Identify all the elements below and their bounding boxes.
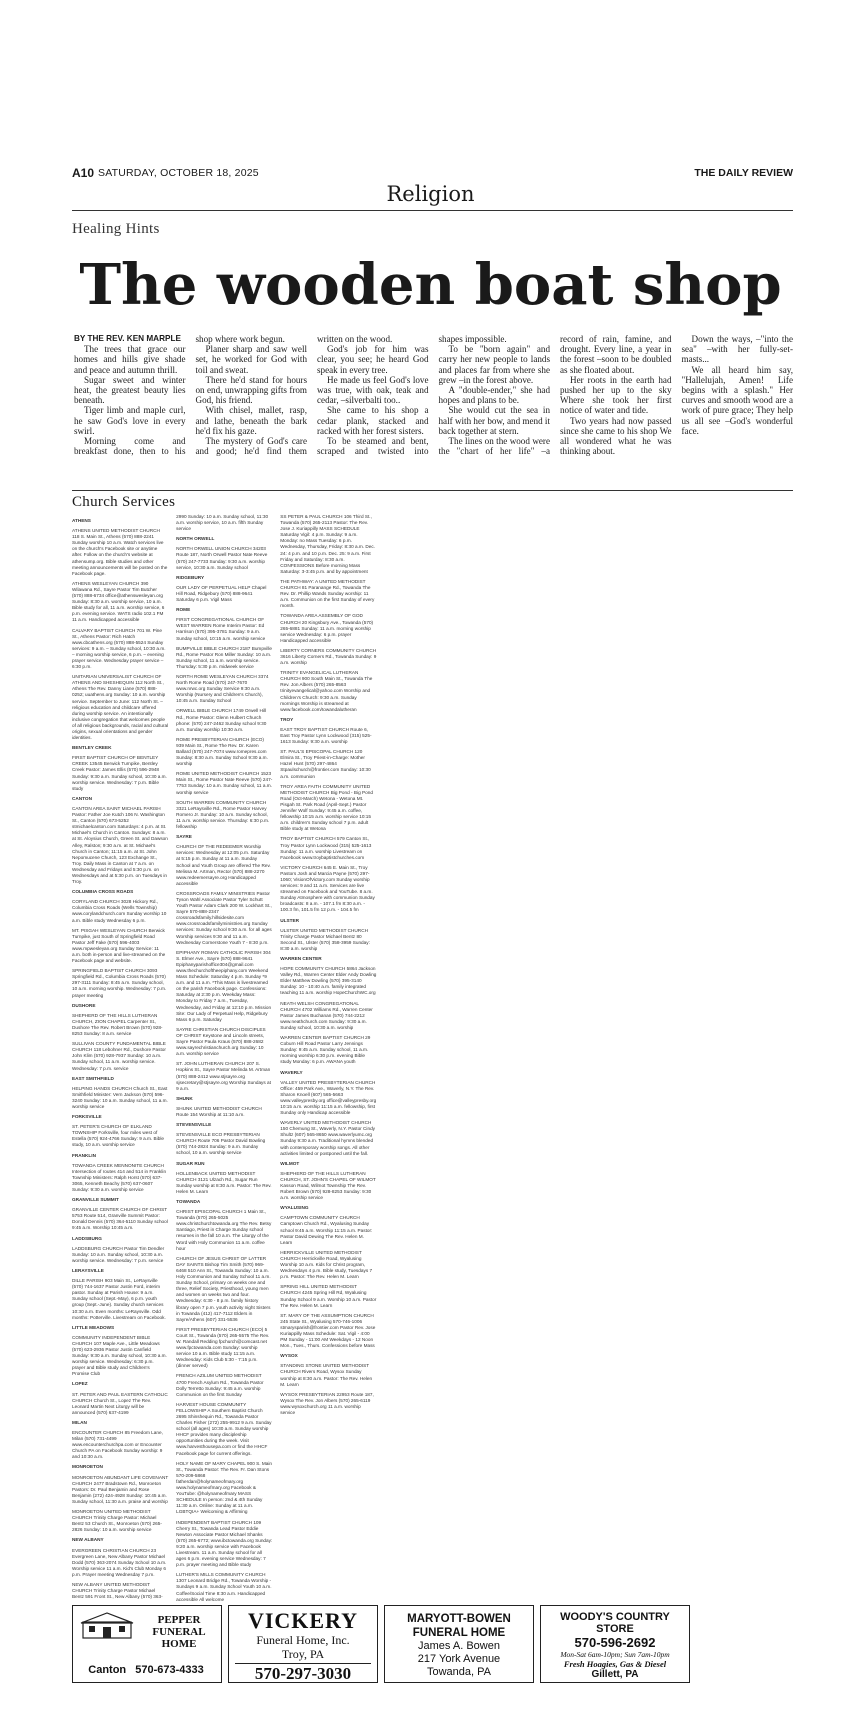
church-listing: CHURCH OF JESUS CHRIST OF LATTER DAY SAINTS Bishop Tim Smith (570) 969-6468 510 Ann St., Towanda Sunday: 10 a.m. Holy Communion and Sunday School 11 a.m. Sunday School, primary on weeks one and three, Relief Society, Priesthood, young men and women on weeks two and four. Wednesday: 6:30 - 8 p.m. family history library open 7 p.m. youth activity night Sisters in Towanda (412) 417-7112 Elders in Sayre/Athens (607) 331-5536 [176, 1255, 271, 1322]
listing-town-heading: LOPEZ [72, 1381, 88, 1387]
listing-town-heading: WILMOT [280, 1160, 300, 1166]
church-listing: ST. PETER AND PAUL EASTERN CATHOLIC CHURCH Church St., Lopez The Rev. Leonard Martin Next Liturgy will be announced (570) 637-4199 [72, 1391, 168, 1415]
church-listing: LADDSBURG CHURCH Pastor Tim Dendler Sunday: 10 a.m. Sunday school, 10:30 a.m. worship service. Wednesday: 7 p.m. service [72, 1245, 165, 1263]
church-listing: BUMPVILLE BIBLE CHURCH 2187 Bumpville Rd., Rome Pastor Ron Miller Sunday: 10 a.m. Sunday school, 11 a.m. worship service. Thursday: 5:30 p.m. midweek service [176, 645, 273, 669]
church-listing: SPRING HILL UNITED METHODIST CHURCH 4245 Spring Hill Rd, Wyalusing Sunday School 9 a.m. Worship 10 a.m. Pastor The Rev. Helen M. Learn [280, 1284, 377, 1308]
listing-town-heading: SUGAR RUN [176, 1160, 205, 1166]
church-listing: SS PETER & PAUL CHURCH 106 Third St., Towanda (570) 265-2113 Pastor: The Rev. Jose J. Kuriappilly MASS SCHEDULE Saturday Vigil: 4 p.m. Sunday: 9 a.m. Monday: no Mass Tuesday: 6 p.m. Wednesday, Thursday, Friday: 8:30 a.m. Dec. 24: 4 p.m. and 10 p.m. Dec. 25: 9 a.m. First Friday and Saturday: 8:30 a.m. CONFESSIONS Before morning Mass Saturday: 3-3:45 p.m. and by appointment [280, 514, 376, 574]
article-paragraph: With chisel, mallet, rasp, and lathe, beneath the bark he'd fix his gaze. [195, 405, 307, 436]
church-listing: WYSOX PRESBYTERIAN 22953 Route 187, Wysox The Rev. Jon Albers (570) 265-6119 www.wysoxchurch.org 11 a.m. worship service [280, 1391, 374, 1415]
church-listing: COMMUNITY INDEPENDENT BIBLE CHURCH 107 Maple Ave., Little Meadows (570) 623-2936 Pastor Justin Canfield Sunday: 9:30 a.m. Sunday school, 10:30 a.m. worship service. Wednesday: 6:30 p.m. prayer and Bible study and Children's Promise Club [72, 1334, 167, 1377]
column-kicker: Healing Hints [72, 221, 160, 237]
listing-town-heading: LITTLE MEADOWS [72, 1324, 115, 1330]
listing-town-heading: MILAN [72, 1419, 87, 1425]
ad-pepper-phone: 570-673-4333 [135, 1664, 204, 1676]
ad-maryott-location: Towanda, PA [426, 1666, 491, 1678]
listing-town-heading: GRANVILLE SUMMIT [72, 1197, 119, 1203]
listing-town-heading: COLUMBIA CROSS ROADS [72, 889, 134, 895]
listing-town-heading: WYSOX [280, 1353, 298, 1359]
article-paragraph: A "double-ender," she had hopes and plans to be. [438, 385, 550, 406]
church-listing: GRANVILLE CENTER CHURCH OF CHRIST 5753 Route 514, Granville Summit Pastor: Donald Dennis (570) 364-5110 Sunday school 9:45 a.m. Worship 10:45 a.m. [72, 1207, 168, 1231]
ad-woodys-hours: Mon-Sat 6am-10pm; Sun 7am-10pm [560, 1650, 670, 1659]
church-listing: INDEPENDENT BAPTIST CHURCH 109 Cherry St., Towanda Lead Pastor Eddie Newton Associate Pastor Michael Shanks (570) 265-6772; www.ibctowanda.org Sunday: 9:20 a.m. worship service with Facebook Livestream. 11 a.m. Sunday school for all ages 6 p.m. evening service Wednesday: 7 p.m. prayer meeting and Bible study [176, 1519, 273, 1568]
ad-vickery-location: Troy, PA [281, 1647, 325, 1661]
newspaper-name: THE DAILY REVIEW [694, 167, 793, 179]
article-paragraph: To be steamed and bent, scraped and twisted into shapes impossible. [317, 334, 507, 457]
church-services-title: Church Services [72, 494, 176, 510]
listing-town-heading: TROY [280, 716, 294, 722]
church-listing: ENCOUNTER CHURCH 85 Freedom Lane, Milan (570) 731-4499 www.encounterchurchpa.com or Encounter Church PA on Facebook Sunday worship: 9 and 10:30 a.m. [72, 1430, 163, 1460]
church-listing: OUR LADY OF PERPETUAL HELP Chapel Hill Road, Ridgebury (570) 888-9641 Saturday 6 p.m. Vigil Mass [176, 584, 267, 603]
church-listing: ST. PETER'S CHURCH OF ELKLAND TOWNSHIP Forksville, four miles west of Estella (570) 924-4766 Sunday: 9 a.m. Bible study, 10 a.m. worship service [72, 1124, 164, 1148]
article-paragraph: Planer sharp and saw well set, he worked for God with toil and sweat. [195, 344, 307, 375]
listing-town-heading: MONROETON [72, 1464, 103, 1470]
ad-woodys-tagline: Fresh Hoagies, Gas & Diesel [563, 1659, 667, 1669]
ad-pepper-funeral-home [72, 1605, 222, 1683]
church-listing: SHEPHERD OF THE HILLS LUTHERAN CHURCH, ST. JOHN'S CHAPEL OF WILMOT Kasson Road, Wilmot Township The Rev. Robert Brown (570) 928-8253 Sunday: 9:30 a.m. worship service [280, 1170, 376, 1201]
ad-maryott-name: MARYOTT-BOWEN FUNERAL HOME [407, 1613, 511, 1639]
ad-vickery-phone: 570-297-3030 [235, 1663, 371, 1683]
church-listing: ST. PAUL'S EPISCOPAL CHURCH 120 Elmira St., Troy Priest-in-Charge: Mother Hazel Hunt (570) 297-4864 Stpaulschurch@frontier.com Sunday: 10:30 a.m. communion [280, 749, 371, 779]
ad-maryott-bowen-funeral-home [384, 1605, 534, 1683]
article-paragraph: Morning come and breakfast done, then to his shop where work begun. [74, 334, 285, 457]
listing-town-heading: WARREN CENTER [280, 956, 322, 961]
church-listing: ORWELL BIBLE CHURCH 1749 Orwell Hill Rd., Rome Pastor: Glenn Hulbert Church phone: (570) 247-2462 Sunday school 9:30 a.m. Sunday worship 10:30 a.m. [176, 708, 267, 732]
church-listing: STANDING STONE UNITED METHODIST CHURCH Rivers Road, Wysox Sunday worship at 8:30 a.m. Pastor: The Rev. Helen M. Learn [280, 1363, 373, 1387]
church-listing: CHRIST EPISCOPAL CHURCH 1 Main St., Towanda (570) 265-5025 www.christchurchtowanda.org The Rev. Betsy Santiago, Priest in Charge Sunday school resumes in the fall 10 a.m. The Liturgy of the Word with Holy Communion 11 a.m. coffee hour [176, 1209, 272, 1251]
listing-town-heading: FORKSVILLE [72, 1114, 102, 1120]
church-listing: ROME UNITED METHODIST CHURCH 1523 Main St., Rome Pastor Nate Reeve (570) 247-7753 Sunday: 10 a.m. Sunday school, 11 a.m. worship service [176, 771, 273, 795]
listing-town-heading: SAYRE [176, 834, 192, 840]
ad-woodys-location: Gillett, PA [591, 1669, 639, 1680]
church-listing: ST. JOHN LUTHERAN CHURCH 207 S. Hopkins St., Sayre Pastor Melinda M. Artman (570) 888-2412 www.stjsayre.org sjsecretary@stjsayre.org Worship Sundays at 9 a.m. [176, 1061, 271, 1091]
ad-maryott-address: 217 York Avenue [417, 1653, 501, 1665]
church-listing: CHURCH OF THE REDEEMER Worship services: Wednesday at 12:05 p.m. Saturday at 5:15 p.m. Sunday at 11 a.m. Sunday School and Youth Group are offered The Rev. Melissa M. Artman, Rector (570) 888-2270 www.redeemersayre.org Handicapped accessible [176, 844, 271, 886]
church-listing: ULSTER UNITED METHODIST CHURCH Trinity Charge Pastor Michael Bentz 80 Second St., Ulster (570) 358-3959 Sunday: 8:30 a.m. worship [280, 927, 370, 951]
article-paragraph: He made us feel God's love was true, with oak, teak and cedar, –silverbalti too.. [317, 374, 429, 406]
ad-woodys-country-store [540, 1605, 690, 1683]
listing-town-heading: DUSHORE [72, 1002, 96, 1008]
church-listing: WARREN CENTER BAPTIST CHURCH 29 Coburn Hill Road Pastor Larry Jennings Sunday: 9:45 a.m. Sunday school, 11 a.m. morning worship 6:30 p.m. evening Bible study Monday: 6 p.m. AWANA youth [280, 1035, 371, 1065]
article-paragraph: Tiger limb and maple curl, he saw God's love in every swirl. [74, 405, 186, 436]
article-body [74, 334, 793, 484]
listing-town-heading: NORTH ORWELL [176, 536, 215, 542]
church-listing: NEATH WELSH CONGREGATIONAL CHURCH 4702 Williams Rd., Warren Center Pastor James Buchanan (570) 744-2212 www.neathchurch.com Sunday: 9:30 a.m. Sunday school, 10:30 a.m. worship [280, 1000, 373, 1030]
church-listing: HOLLENBACK UNITED METHODIST CHURCH 3121 Ulzach Rd., Sugar Run Sunday worship at 8:30 a.m. Pastor: The Rev. Helen M. Learn [176, 1170, 272, 1194]
article-paragraph: Two years had now passed since she came to his shop We all wondered what he was thinking about. [560, 415, 672, 457]
church-listing: HOLY NAME OF MARY CHAPEL 900 S. Main St., Towanda Pastor: The Rev. Fr. Dan Stons 570-209-5868 fatherdan@holynameofmary.org www.holynameofmary.org Facebook & YouTube: @holynameofmary MASS SCHEDULE In person: 2nd & 4th Sunday 11:30 a.m. Online: Sunday at 11 a.m. LGBTQIA+ Welcoming & Affirming [176, 1460, 273, 1515]
article-paragraph: The mystery of God's care and good; he'd find them written on the wood. [195, 334, 393, 457]
funeral-home-building-icon [77, 1610, 137, 1640]
listing-town-heading: LERAYSVILLE [72, 1267, 104, 1273]
article-paragraph: The lines on the wood were the "chart of her life" –a record of rain, famine, and drought. Every line, a year in the forest –soon to be doubled as she floated about. [438, 334, 672, 457]
church-listing: FIRST BAPTIST CHURCH OF BENTLEY CREEK 13545 Berwick Turnpike, Bentley Creek Pastor: James Ellis (570) 596-2948 Sunday: 9:30 a.m. Sunday school, 10:30 a.m. worship service. Wednesday: 7 p.m. Bible study [72, 755, 167, 791]
ad-vickery-funeral-home [228, 1605, 378, 1683]
section-title: Religion [386, 182, 475, 206]
ad-vickery-name: VICKERY [247, 1608, 359, 1633]
church-listing: ST. MARY OF THE ASSUMPTION CHURCH 245 State St., Wyalusing 570-746-1006 stmarysparish@frontier.com Pastor Rev. Jose Kuriappilly Mass Schedule: Sat. Vigil - 4:00 PM Sunday - 11:00 AM Weekdays - 12 Noon Mon., Tues., Thurs. Confessions before Mass [280, 1312, 376, 1349]
listing-town-heading: WAVERLY [280, 1069, 303, 1075]
church-listing: EVERGREEN CHRISTIAN CHURCH 23 Evergreen Lane, New Albany Pastor Michael Dodd (570) 363-2074 Sunday School 10 a.m. Worship service 11 a.m. Kid's Club Monday 6 p.m. Prayer meeting Wednesday 7 p.m. [72, 1547, 167, 1577]
church-listing: TROY BAPTIST CHURCH 579 Canton St., Troy Pastor Lynn Lockwood (315) 525-1613 Sunday: 11 a.m. worship Livestream on Facebook www.troybaptistchurches.com [280, 836, 372, 860]
ad-vickery-subtitle: Funeral Home, Inc. [256, 1633, 350, 1647]
article-paragraph: She came to his shop a cedar plank, stacked and racked with her forest sisters. [317, 405, 429, 436]
church-listing: HERRICKVILLE UNITED METHODIST CHURCH Herrickville Road, Wyalusing Worship 10 a.m. Kids for Christ program, Wednesdays 4 p.m. Bible study, Tuesdays 7 p.m. Pastor: The Rev. Helen M. Learn [280, 1249, 373, 1280]
church-listing: CAMPTOWN COMMUNITY CHURCH Camptown Church Rd., Wyalusing Sunday school 9:45 a.m. Worship 11:15 a.m. Pastor: Pastor David Dewing The Rev. Helen M. Learn [280, 1215, 373, 1245]
church-listing: HOPE COMMUNITY CHURCH 5864 Jackson Valley Rd., Warren Center Elder Andy Dowling Elder Matthew Dowling (570) 395-3140 Sunday: 10 - 10:40 a.m. family integrated teaching 11 a.m. worship HopeChurchWC.org [280, 966, 377, 996]
church-listing: THE PATHWAY: A UNITED METHODIST CHURCH 81 Paranange Rd., Towanda The Rev. Dr. Phillip Wands Sunday worship: 11 a.m. Communion on the first Sunday of every month. [280, 578, 375, 609]
church-listing: NORTH ROME WESLEYAN CHURCH 3374 North Rome Road (570) 247-7670 www.nrwc.org Sunday Service 9:30 a.m. Worship (Nursery and Children's Church), 10:45 a.m. Sunday School [176, 673, 269, 704]
article-paragraph: She would cut the sea in half with her bow, and mend it back together at stern. [438, 405, 550, 436]
church-listing: SHUNK UNITED METHODIST CHURCH Route 154 Worship at 11:10 a.m. [176, 1105, 262, 1117]
church-listing: NORTH ORWELL UNION CHURCH 34203 Route 187, North Orwell Pastor Nate Reeve (570) 247-7733 Sunday: 9:30 a.m. worship service, 10:30 a.m. Sunday school [176, 546, 268, 570]
church-listing: TOWANDA CREEK MENNONITE CHURCH Intersection of routes 414 and 514 in Franklin Township Ministers: Ralph Horst (570) 637-3065, Kenneth Beachy (570) 637-0607 Sunday: 9:30 a.m. worship service [72, 1162, 167, 1192]
listing-town-heading: CANTON [72, 795, 92, 801]
listing-town-heading: SHUNK [176, 1095, 193, 1101]
church-listing: EPIPHANY ROMAN CATHOLIC PARISH 304 S. Elmer Ave., Sayre (570) 888-9641 Epiphanyparishoffice304@gmail.com www.thechurchoftheepiphany.com Weekend Mass Schedule: Saturday 4 p.m. Sunday *9 a.m. and 11 a.m. *This Mass is livestreamed on the parish Facebook page. Confessions: Saturday at 2:30 p.m. Weekday Mass: Monday to Friday 7 a.m., Tuesday, Wednesday, and Friday at 12:10 p.m. Mission Site: Our Lady of Perpetual Help, Ridgebury Mass 6 p.m. Saturday [176, 949, 272, 1022]
church-listing: FIRST CONGREGATIONAL CHURCH OF WEST WARREN Rome Interim Pastor: Ed Harrison (570) 395-3781 Sunday: 9 a.m. Sunday school, 10:15 a.m. worship service [176, 617, 266, 641]
church-listing: FIRST PRESBYTERIAN CHURCH (ECO) 5 Court St., Towanda (570) 265-5575 The Rev. W. Randall Redding fpchurch@comcast.net www.fpctowanda.com Sunday: worship service 10 a.m. Bible study 11:15 a.m. Wednesday: Kids Club 5:30 - 7:15 p.m. (dinner served) [176, 1326, 270, 1369]
church-listing: LUTHER'S MILLS COMMUNITY CHURCH 1307 Leonard Bridge Rd., Towanda Worship - Sundays 9 a.m. Sunday School Youth 10 a.m. Coffee/Social Time 8:30 a.m. Handicapped accessible All welcome [176, 1572, 272, 1602]
church-listing: MT. PISGAH WESLEYAN CHURCH Berwick Turnpike, just South of Springfield Road Pastor Jeff Fake (570) 596-4003 www.mpwesleyan.org Sunday Service: 11 a.m. both in-person and live-streamed on the Facebook page and website. [72, 927, 166, 964]
church-listing: UNITARIAN UNIVERSALIST CHURCH OF ATHENS AND SHESHEQUIN 112 North St., Athens The Rev. Danny Liane (570) 888-0252; uuathens.org Sunday: 10 a.m. worship service. September to June: 112 North St. – religious education and childcare offered during worship service. An intentionally inclusive congregation that welcomes people of all religious backgrounds, racial and cultural origins, sexual orientations and gender identities. [72, 674, 169, 741]
newspaper-page [68, 0, 793, 1728]
listing-town-heading: LADDSBURG [72, 1235, 102, 1241]
church-listing: TROY AREA FAITH COMMUNITY UNITED METHODIST CHURCH Big Pond - Big Pond Road (Oct-March) Wetona - Wetona Mt. Pisgah St. Park Road (April-Sept.) Pastor Jennifer Wolf Sunday: 9:45 a.m. coffee, fellowship 10:15 a.m. worship service 10:15 a.m. children's Sunday school 7 p.m. adult Bible study at Wetona [280, 783, 373, 832]
listing-town-heading: STEVENSVILLE [176, 1122, 212, 1128]
article-paragraph: Her roots in the earth had pushed her up to the sky Where she took her first notice of water and tide. [560, 374, 672, 416]
article-paragraph: God's job for him was clear, you see; he heard God speak in every tree. [317, 344, 429, 375]
ad-pepper-town: Canton [88, 1664, 127, 1676]
article-paragraph: Sugar sweet and winter heat, the greatest beauty lies beneath. [74, 374, 186, 406]
listing-town-heading: NEW ALBANY [72, 1537, 104, 1543]
church-listing: NEW ALBANY UNITED METHODIST CHURCH Trinity Charge Pastor Michael Bentz 591 Front St., New Albany (570) 363-2990 Sunday: 10 a.m. Sunday school, 11:30 a.m. worship service, 10 a.m. fifth Sunday service [72, 514, 269, 1600]
church-listing: SULLIVAN COUNTY FUNDAMENTAL BIBLE CHURCH 118 Lebohner Rd., Dushore Pastor John Klim (570) 928-7937 Sunday: 10 a.m. Sunday school, 11 a.m. worship service. Wednesday: 7 p.m. service [72, 1041, 166, 1071]
listing-town-heading: RIDGEBURY [176, 574, 205, 580]
church-listing: TOWANDA AREA ASSEMBLY OF GOD CHURCH 20 Kingsbury Ave., Towanda (570) 265-6881 Sunday: 11 a.m. morning worship service Wednesday: 6 p.m. prayer Handicapped accessible [280, 613, 374, 643]
listing-town-heading: TOWANDA [176, 1199, 201, 1204]
church-listing: ATHENS WESLEYAN CHURCH 390 Wilawana Rd., Sayre Pastor Tim Butcher (570) 888-6734 office@athenswesleyan.org Sunday: 8:30 a.m. worship service, 10 a.m. Bible study for all, 11 a.m. worship service, 6 p.m. evening service. WATS radio 102.1 FM 11 a.m. Handicapped accessible [72, 580, 165, 623]
article-paragraph: The trees that grace our homes and hills give shade and peace and autumn thrill. [74, 344, 186, 375]
church-listing: HELPING HANDS CHURCH Church St., East Smithfield Minister: Vern Jackson (570) 596-3240 Sunday: 10 a.m. Sunday school, 11 a.m. worship service [72, 1085, 168, 1109]
church-listing: MONROETON UNITED METHODIST CHURCH Trinity Charge Pastor: Michael Bentz 53 Church St., Monroeton (570) 265-2826 Sunday: 10 a.m. worship service [72, 1509, 162, 1533]
church-listing: VICTORY CHURCH 645 E. Main St., Troy Pastors Josh and Marcia Payne (570) 297-1060; VisionOfVictory.com Sunday worship services: 9 and 11 a.m. Services are live streamed on Facebook and YouTube. 8 a.m. Sunday Atmosphere with communion Sunday broadcasts: 8 a.m. - 107.1 fm 8:30 a.m. - 100.3 fm, 101.5 fm 12 p.m. - 104.5 fm [280, 864, 375, 913]
church-listing: MONROETON ABUNDANT LIFE COVENANT CHURCH 2477 Bradstown Rd., Monroeton Pastors: Dr. Paul Benjamin and Rose Benjamin (272) 424-4928 Sunday: 10:45 a.m. Sunday school, 11:30 a.m. praise and worship [72, 1474, 169, 1504]
church-listing: SPRINGFIELD BAPTIST CHURCH 3093 Springfield Rd., Columbia Cross Roads (570) 297-3111 Sunday: 8:45 a.m. Sunday school, 10 a.m. morning worship. Wednesday: 7 p.m. prayer meeting [72, 968, 167, 998]
article-paragraph: There he'd stand for hours on end, unwrapping gifts from God, his friend. [195, 374, 307, 406]
church-services-rule [72, 490, 793, 491]
church-listings [72, 514, 793, 1606]
church-listing: CANTON AREA SAINT MICHAEL PARISH Pastor: Father Joe Kutch 106 N. Washington St., Canton (570) 673-5252 stmichaelcanton.com Saturdays: 4 p.m. at St. Michael's Church in Canton. Sundays: 8 a.m. at St. Aloysius Church, Green St. and Dawson Alley, Ralston; 9:30 a.m. at St. Michael's Church in Canton; 11:15 a.m. at St. John Nepomucene Church, 123 Exchange St., Troy. Daily Mass in Canton at 7 a.m. on Wednesday and Fridays and 5:30 p.m. on Wednesdays and at 5:30 p.m. on Tuesdays in Troy. [72, 805, 168, 885]
church-listing: LIBERTY CORNERS COMMUNITY CHURCH 3616 Liberty Corners Rd., Towanda Sunday: 9 a.m. worship [280, 647, 377, 666]
article-paragraph: To be "born again" and carry her new people to lands and places far from where she grew –in the forest above. [438, 344, 550, 385]
issue-date: SATURDAY, OCTOBER 18, 2025 [98, 167, 259, 179]
listing-town-heading: EAST SMITHFIELD [72, 1075, 114, 1081]
section-rule [72, 210, 793, 211]
page-number: A10 [72, 166, 95, 180]
listing-town-heading: BENTLEY CREEK [72, 745, 112, 751]
church-listing: ROME PRESBYTERIAN CHURCH (ECO) 939 Main St., Rome The Rev. Dr. Karen Ballard (570) 247-7074 www.romepres.com Sunday: 8:30 a.m. Sunday School 9:30 a.m. worship [176, 736, 268, 767]
ad-strip [72, 1605, 793, 1685]
ad-woodys-phone: 570-596-2692 [574, 1635, 656, 1650]
church-listing: SHEPHERD OF THE HILLS LUTHERAN CHURCH, ZION CHAPEL Carpenter St., Dushore The Rev. Robert Brown (570) 928-8253 Sunday: 8 a.m. service [72, 1012, 163, 1037]
article-paragraph: Down the ways, –"into the sea" –with her fully-set-masts... [681, 334, 793, 365]
church-listing: SAYRE CHRISTIAN CHURCH DISCIPLES OF CHRIST Keystone and Lincoln streets, Sayre Pastor Paula Kraus (570) 888-2682 www.sayrechristianchurch.org Sunday: 10 a.m. worship service [176, 1026, 266, 1057]
church-listing: ATHENS UNITED METHODIST CHURCH 118 S. Main St., Athens (570) 888-2241 Sunday worship 10 a.m. Watch services live on the church's Facebook site or anytime after. Follow on the church's website at athensump.org. Bible studies and other meeting announcements will be posted on the Facebook page. [72, 528, 168, 576]
article-paragraph: We all heard him say, "Hallelujah, Amen! Life begins with a splash." Her curves and smooth wood are a work of pure grace; They help us all see –God's wonderful face. [681, 364, 793, 436]
listing-town-heading: ATHENS [72, 518, 91, 523]
masthead [68, 164, 793, 184]
church-listing: CALVARY BAPTIST CHURCH 701 W. Pine St., Athens Pastor: Rich Hatch www.cbcathens.org (570) 888-5524 Sunday services: 9 a.m. – Sunday school, 10:30 a.m. – morning worship service, 6 p.m. – evening prayer service. Wednesday prayer service – 6:30 p.m. [72, 627, 166, 670]
headline: The wooden boat shop [79, 252, 782, 318]
ad-pepper-name: PEPPER FUNERAL HOME [152, 1614, 206, 1650]
church-listing: VALLEY UNITED PRESBYTERIAN CHURCH Office: 459 Park Ave., Waverly, N.Y. The Rev. Sharon Knoell (607) 565-5663 www.valleypresby.org office@valleypresby.org 10:15 a.m. worship 11:15 a.m. fellowship, first Sunday only Handicap accessible [280, 1079, 377, 1116]
church-listing: CROSSROADS FAMILY MINISTRIES Pastor Tyson Wahl Associate Pastor Tyler Schutt Youth Pastor Adam Clark 200 W. Lockhart St., Sayre 570-888-2347 crossroadsfamily.hillsidesite.com www.crossroadsfamilyministries.org Sunday services: Sunday school 9:30 a.m. for all ages Worship services 9:30 and 11 a.m. Wednesday Cornerstone Youth 7 - 8:30 p.m. [176, 890, 272, 945]
listing-town-heading: WYALUSING [280, 1205, 309, 1211]
listing-town-heading: ULSTER [280, 917, 300, 923]
listing-town-heading: FRANKLIN [72, 1152, 96, 1158]
church-listing: DILLE PARISH 903 Main St., LeRaysville (570) 744-1637 Pastor Justin Ford, interim pastor. Sunday at Parish House: 9 a.m. Sunday school (Sept.-May), 6 p.m. youth group (Sept.-June). Sunday church services 10:30 a.m. Even months: LeRaysville. Odd months: Potterville. Livestream on Facebook. [72, 1278, 166, 1320]
byline: BY THE REV. KEN MARPLE [74, 334, 181, 343]
church-listing: TRINITY EVANGELICAL LUTHERAN CHURCH 900 South Main St., Towanda The Rev. Jon Albers (570) 265-8563 trinityevangelical@yahoo.com Worship and Children's Church: 9:30 a.m. Sunday mornings Worship is streamed at www.facebook.com/towandalutheran [280, 670, 373, 712]
church-listing: FRENCH AZILUM UNITED METHODIST 4700 French Asylum Rd., Towanda Pastor Dolly Terretto Sunday: 9:45 a.m. worship Communion on the first Sunday [176, 1373, 264, 1397]
church-listing: STEVENSVILLE ECO PRESBYTERIAN CHURCH Route 706 Pastor David Bowling (570) 744-2824 Sunday: 9 a.m. Sunday school, 10 a.m. worship service [176, 1132, 266, 1156]
church-listing: HARVEST HOUSE COMMUNITY FELLOWSHIP A Southern Baptist Church 2695 Shinshequin Rd., Towanda Pastor Charles Fisher (272) 255-9912 9 a.m. Sunday school (all ages) 10:30 a.m. Sunday worship HHCF provides many discipleship opportunities during the week. Visit www.harvesthousepa.com or find the HHCF Facebook page for current offerings. [176, 1401, 272, 1456]
listing-town-heading: ROME [176, 607, 191, 613]
church-listing: WAVERLY UNITED METHODIST CHURCH 150 Chemung St., Waverly, N.Y. Pastor Cindy Shultz (607) 565-8650 www.waverlyumc.org Sunday 9:30 a.m. Traditional hymns blended with contemporary worship songs. All other activities limited or postponed until the fall. [280, 1120, 376, 1156]
ad-woodys-name: WOODY'S COUNTRY STORE [560, 1611, 670, 1635]
church-listing: CORYLAND CHURCH 3028 Hickory Rd., Columbia Cross Roads (Wells Township) www.corylandchurch.com Sunday worship 10 a.m. Bible study Wednesday 6 p.m. [72, 899, 167, 923]
church-listing: SOUTH WARREN COMMUNITY CHURCH 3321 LeRaysville Rd., Rome Pastor Harvey Romero Jr. Sunday: 10 a.m. Sunday school, 11 a.m. worship service. Thursday: 6:30 p.m. fellowship [176, 799, 270, 830]
ad-maryott-director: James A. Bowen [418, 1640, 500, 1652]
church-listing: EAST TROY BAPTIST CHURCH Route 6, East Troy Pastor Lynn Lockwood (315) 525-1613 Sunday: 9:30 a.m. worship [280, 726, 372, 745]
